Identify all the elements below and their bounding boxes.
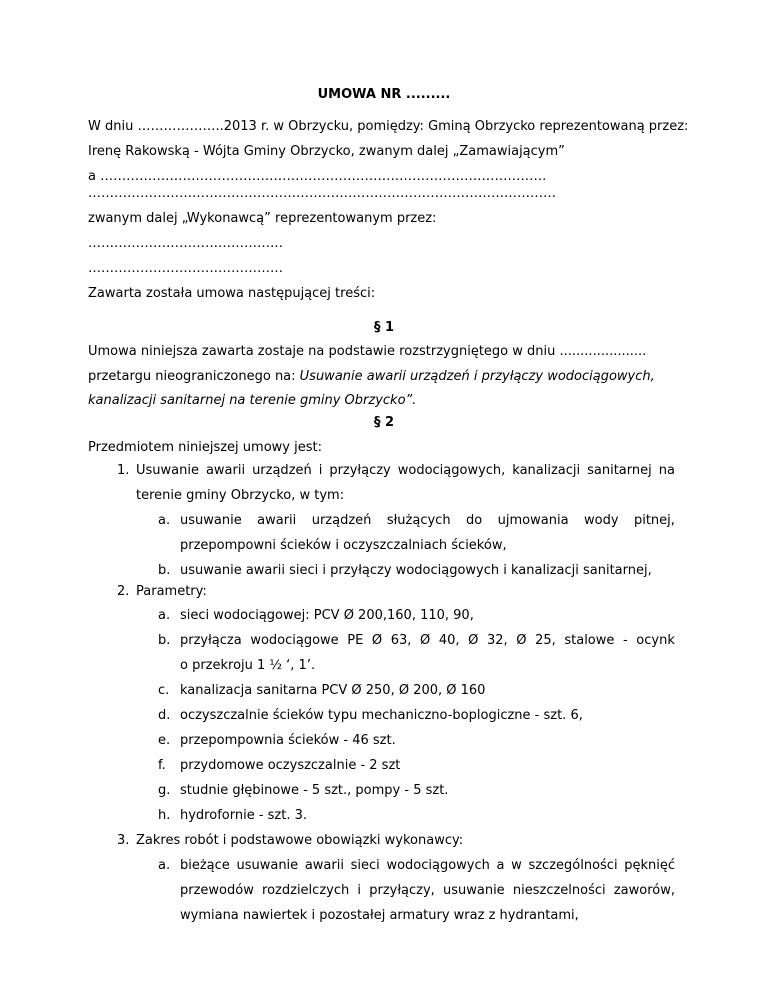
list-item-text: studnie głębinowe - 5 szt., pompy - 5 szt. bbox=[180, 783, 449, 798]
list-item-text: Zakres robót i podstawowe obowiązki wykonawcy: bbox=[136, 833, 464, 848]
list-letter: b. bbox=[158, 633, 171, 648]
list-item-text: wymiana nawiertek i pozostałej armatury wraz z hydrantami, bbox=[180, 908, 579, 923]
list-letter: b. bbox=[158, 563, 171, 578]
word: wodociągowe bbox=[250, 633, 339, 648]
word: rozdzielczych bbox=[262, 883, 350, 898]
word: wodociągowych bbox=[386, 858, 490, 873]
word: awarii bbox=[257, 513, 297, 528]
word: PE bbox=[347, 633, 364, 648]
s1-tender-title-cont: kanalizacji sanitarnej na terenie gminy Obrzycko”. bbox=[88, 393, 417, 408]
justified-line bbox=[136, 463, 675, 479]
word: usuwanie bbox=[236, 858, 299, 873]
word: 40, bbox=[438, 633, 460, 648]
list-item-text: przepompowni ścieków i oczyszczalniach ścieków, bbox=[180, 538, 507, 553]
list-item-text: kanalizacja sanitarna PCV Ø 250, Ø 200, Ø 160 bbox=[180, 683, 486, 698]
word: stalowe bbox=[564, 633, 615, 648]
list-letter: d. bbox=[158, 708, 171, 723]
section-heading: § 2 bbox=[373, 415, 395, 430]
intro-line: a …………………………………………………………………………………………. bbox=[88, 169, 547, 184]
list-letter: g. bbox=[158, 783, 171, 798]
word: do bbox=[466, 513, 483, 528]
word: urządzeń bbox=[252, 463, 312, 478]
intro-line: ……………………………………………………………………………………………… bbox=[88, 186, 556, 201]
word: szczególności bbox=[528, 858, 618, 873]
word: Ø bbox=[420, 633, 431, 648]
list-number: 1. bbox=[117, 463, 130, 478]
s2-intro: Przedmiotem niniejszej umowy jest: bbox=[88, 440, 322, 455]
word: wodociągowych, bbox=[397, 463, 506, 478]
justified-line bbox=[180, 858, 675, 874]
word: przewodów bbox=[180, 883, 254, 898]
contract-title: UMOWA NR ......... bbox=[317, 87, 451, 102]
intro-line: ……………………………………… bbox=[88, 261, 283, 276]
word: pęknięć bbox=[624, 858, 675, 873]
justified-line bbox=[180, 513, 675, 529]
word: na bbox=[658, 463, 675, 478]
word: w bbox=[511, 858, 522, 873]
s1-line: Umowa niniejsza zawarta zostaje na podstawie rozstrzygniętego w dniu ..................... bbox=[88, 344, 647, 359]
word: Usuwanie bbox=[136, 463, 199, 478]
justified-line bbox=[180, 633, 675, 649]
word: zaworów, bbox=[613, 883, 675, 898]
word: służących bbox=[386, 513, 451, 528]
intro-line: W dniu ………………..2013 r. w Obrzycku, pomiędzy: Gminą Obrzycko reprezentowaną przez: bbox=[88, 119, 689, 134]
word: awarii bbox=[205, 463, 246, 478]
word: sanitarnej bbox=[587, 463, 652, 478]
word: ocynk bbox=[636, 633, 675, 648]
word: awarii bbox=[304, 858, 344, 873]
word: usuwanie bbox=[180, 513, 242, 528]
word: przyłącza bbox=[180, 633, 242, 648]
word: Ø bbox=[468, 633, 479, 648]
word: pitnej, bbox=[633, 513, 675, 528]
list-number: 3. bbox=[117, 833, 130, 848]
list-item-text: usuwanie awarii sieci i przyłączy wodociągowych i kanalizacji sanitarnej, bbox=[180, 563, 652, 578]
list-item-text: terenie gminy Obrzycko, w tym: bbox=[136, 488, 345, 503]
intro-line: Zawarta została umowa następującej treści: bbox=[88, 286, 376, 301]
word: Ø bbox=[371, 633, 383, 648]
intro-line: Irenę Rakowską - Wójta Gminy Obrzycko, zwanym dalej „Zamawiającym” bbox=[88, 144, 565, 159]
list-item-text: przepompownia ścieków - 46 szt. bbox=[180, 733, 396, 748]
word: 32, bbox=[486, 633, 508, 648]
section-heading: § 1 bbox=[373, 320, 395, 335]
word: bieżące bbox=[180, 858, 230, 873]
word: nieszczelności bbox=[512, 883, 606, 898]
word: przyłączy, bbox=[369, 883, 435, 898]
word: 63, bbox=[390, 633, 412, 648]
word: i bbox=[357, 883, 362, 898]
word: przyłączy bbox=[329, 463, 391, 478]
word: Ø bbox=[516, 633, 527, 648]
word: a bbox=[496, 858, 505, 873]
intro-line: zwanym dalej „Wykonawcą” reprezentowanym przez: bbox=[88, 211, 437, 226]
word: ujmowania bbox=[497, 513, 569, 528]
list-item-text: oczyszczalnie ścieków typu mechaniczno-boplogiczne - szt. 6, bbox=[180, 708, 583, 723]
word: 25, bbox=[535, 633, 556, 648]
word: wody bbox=[584, 513, 619, 528]
word: urządzeń bbox=[311, 513, 372, 528]
list-item-text: hydrofornie - szt. 3. bbox=[180, 808, 308, 823]
list-item-text: o przekroju 1 ½ ‘, 1’. bbox=[180, 658, 316, 673]
list-item-text: sieci wodociągowej: PCV Ø 200,160, 110, 90, bbox=[180, 608, 474, 623]
list-item-text: Parametry: bbox=[136, 584, 207, 599]
word: i bbox=[318, 463, 323, 478]
s1-tender-title: Usuwanie awarii urządzeń i przyłączy wodociągowych, bbox=[299, 369, 655, 384]
list-letter: a. bbox=[158, 608, 171, 623]
word: kanalizacji bbox=[512, 463, 581, 478]
list-number: 2. bbox=[117, 584, 130, 599]
word: sieci bbox=[350, 858, 380, 873]
list-letter: c. bbox=[158, 683, 170, 698]
list-letter: f. bbox=[158, 758, 166, 773]
list-item-text: przydomowe oczyszczalnie - 2 szt bbox=[180, 758, 401, 773]
intro-line: ……………………………………… bbox=[88, 236, 283, 251]
list-letter: h. bbox=[158, 808, 171, 823]
s1-line-plain: przetargu nieograniczonego na: bbox=[88, 369, 300, 384]
word: - bbox=[623, 633, 628, 648]
justified-line bbox=[180, 883, 675, 899]
list-letter: a. bbox=[158, 858, 171, 873]
word: usuwanie bbox=[442, 883, 505, 898]
list-letter: a. bbox=[158, 513, 171, 528]
list-letter: e. bbox=[158, 733, 171, 748]
s1-line bbox=[88, 369, 655, 385]
